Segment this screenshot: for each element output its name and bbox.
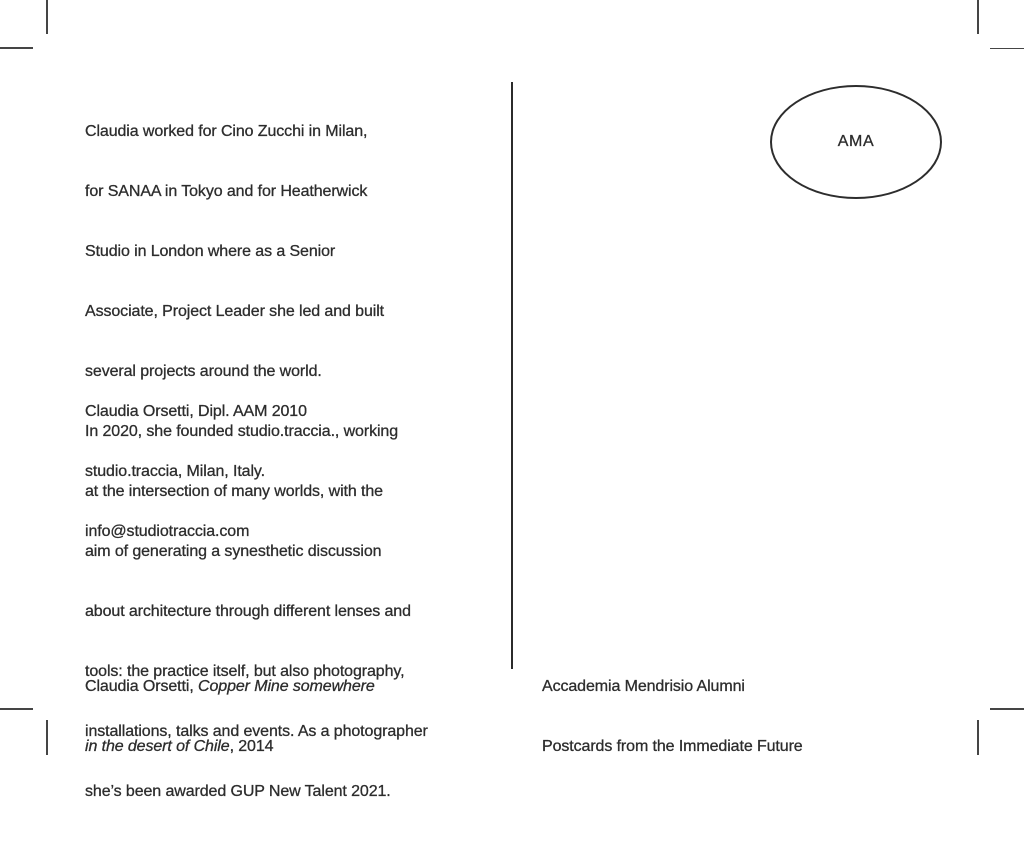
crop-mark-top-right-vertical (977, 0, 979, 34)
bio-line: about architecture through different lenses and (85, 603, 411, 620)
bio-line: Associate, Project Leader she led and built (85, 303, 384, 320)
ama-logo-label: AMA (837, 133, 875, 150)
series-credit (542, 637, 803, 797)
crop-mark-top-left-horizontal (0, 47, 33, 49)
bio-line: for SANAA in Tokyo and for Heatherwick (85, 183, 368, 200)
crop-mark-bottom-right-horizontal (990, 708, 1024, 710)
bio-line: installations, talks and events. As a photographer (85, 723, 428, 740)
series-credit-line1: Accademia Mendrisio Alumni (542, 678, 745, 695)
caption-year: , 2014 (229, 738, 274, 755)
bio-line: she’s been awarded GUP New Talent 2021. (85, 783, 391, 800)
artwork-title-part2: in the desert of Chile (85, 738, 230, 755)
crop-mark-top-right-horizontal (990, 48, 1024, 50)
bio-line: tools: the practice itself, but also photography, (85, 663, 405, 680)
caption-author: Claudia Orsetti, (85, 678, 199, 695)
bio-line: Studio in London where as a Senior (85, 243, 336, 260)
contact-studio-line: studio.traccia, Milan, Italy. (85, 463, 265, 480)
caption-line (85, 737, 375, 757)
contact-block (85, 362, 307, 582)
crop-mark-top-left-vertical (46, 0, 48, 34)
crop-mark-bottom-left-vertical (46, 720, 48, 755)
series-credit-line2: Postcards from the Immediate Future (542, 738, 803, 755)
artwork-caption (85, 637, 375, 797)
contact-name-line: Claudia Orsetti, Dipl. AAM 2010 (85, 403, 307, 420)
artwork-title-part1: Copper Mine somewhere (198, 678, 375, 695)
bio-line: In 2020, she founded studio.traccia., working (85, 423, 399, 440)
bio-line: Claudia worked for Cino Zucchi in Milan, (85, 123, 368, 140)
column-divider-line (511, 82, 513, 669)
contact-email: info@studiotraccia.com (85, 523, 250, 540)
crop-mark-bottom-right-vertical (977, 720, 979, 755)
crop-mark-bottom-left-horizontal (0, 708, 33, 710)
caption-line (85, 677, 375, 697)
bio-line: at the intersection of many worlds, with the (85, 483, 383, 500)
ama-ellipse-logo (770, 85, 942, 199)
bio-line: several projects around the world. (85, 363, 322, 380)
bio-line: aim of generating a synesthetic discussion (85, 543, 382, 560)
